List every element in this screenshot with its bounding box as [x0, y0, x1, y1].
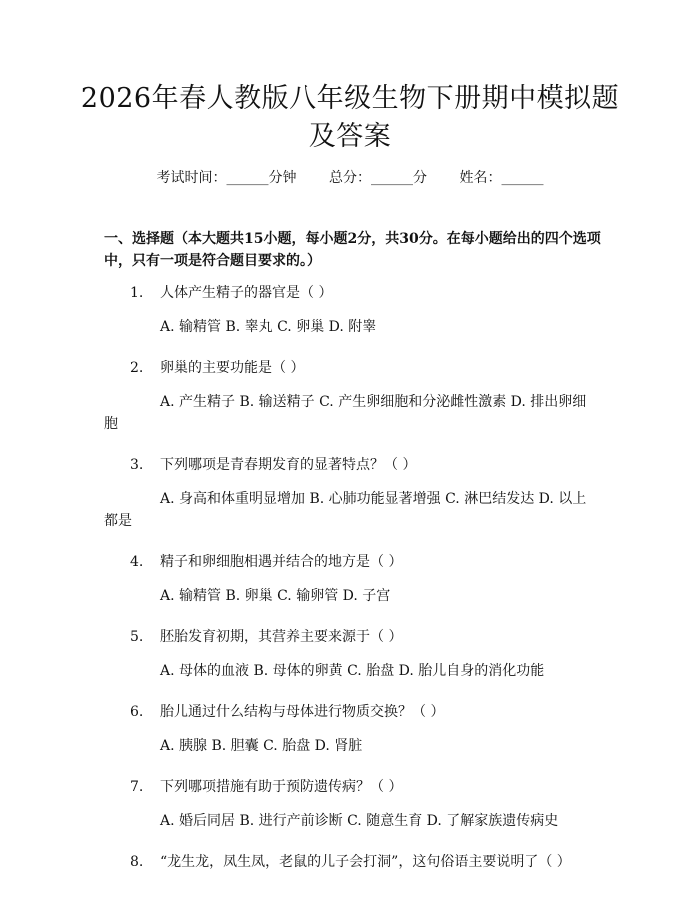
question-3	[104, 454, 594, 476]
question-text: 人体产生精子的器官是（ ）	[160, 285, 333, 301]
question-options: A. 输精管 B. 睾丸 C. 卵巢 D. 附睾	[160, 319, 377, 335]
question-number: 8.	[130, 854, 144, 870]
question-text: 下列哪项是青春期发育的显著特点？（ ）	[160, 457, 417, 473]
question-number: 4.	[130, 554, 144, 570]
question-text: 胎儿通过什么结构与母体进行物质交换？（ ）	[160, 704, 445, 720]
question-4	[104, 551, 594, 573]
question-number: 2.	[130, 360, 144, 376]
question-number: 7.	[130, 779, 144, 795]
section-heading: 一、选择题（本大题共15小题，每小题2分，共30分。在每小题给出的四个选项中，只有一项是符合题目要求的。）	[104, 231, 601, 269]
question-2	[104, 357, 594, 379]
question-options: A. 输精管 B. 卵巢 C. 输卵管 D. 子宫	[160, 588, 391, 604]
question-text: “龙生龙，凤生凤，老鼠的儿子会打洞”，这句俗语主要说明了（ ）	[160, 854, 571, 870]
question-1	[104, 282, 594, 304]
page-title: 2026年春人教版八年级生物下册期中模拟题及答案	[80, 83, 620, 152]
question-7	[104, 776, 594, 798]
question-6	[104, 701, 594, 723]
question-options: A. 胰腺 B. 胆囊 C. 胎盘 D. 肾脏	[160, 738, 363, 754]
question-text: 卵巢的主要功能是（ ）	[160, 360, 305, 376]
question-options: A. 产生精子 B. 输送精子 C. 产生卵细胞和分泌雌性激素 D. 排出卵细胞	[104, 394, 587, 432]
question-text: 精子和卵细胞相遇并结合的地方是（ ）	[160, 554, 403, 570]
question-list	[104, 282, 594, 873]
exam-info	[0, 168, 700, 188]
question-number: 3.	[130, 457, 144, 473]
question-5	[104, 626, 594, 648]
question-options: A. 婚后同居 B. 进行产前诊断 C. 随意生育 D. 了解家族遗传病史	[160, 813, 559, 829]
question-number: 1.	[130, 285, 144, 301]
question-text: 下列哪项措施有助于预防遗传病？（ ）	[160, 779, 403, 795]
question-8	[104, 851, 594, 873]
exam-total-score: 总分：______分	[329, 170, 427, 186]
question-number: 5.	[130, 629, 144, 645]
student-name: 姓名：______	[459, 170, 544, 186]
question-number: 6.	[130, 704, 144, 720]
exam-time: 考试时间：______分钟	[156, 170, 297, 186]
question-options: A. 身高和体重明显增加 B. 心肺功能显著增强 C. 淋巴结发达 D. 以上都是	[104, 491, 587, 529]
question-options: A. 母体的血液 B. 母体的卵黄 C. 胎盘 D. 胎儿自身的消化功能	[160, 663, 545, 679]
question-text: 胚胎发育初期，其营养主要来源于（ ）	[160, 629, 403, 645]
